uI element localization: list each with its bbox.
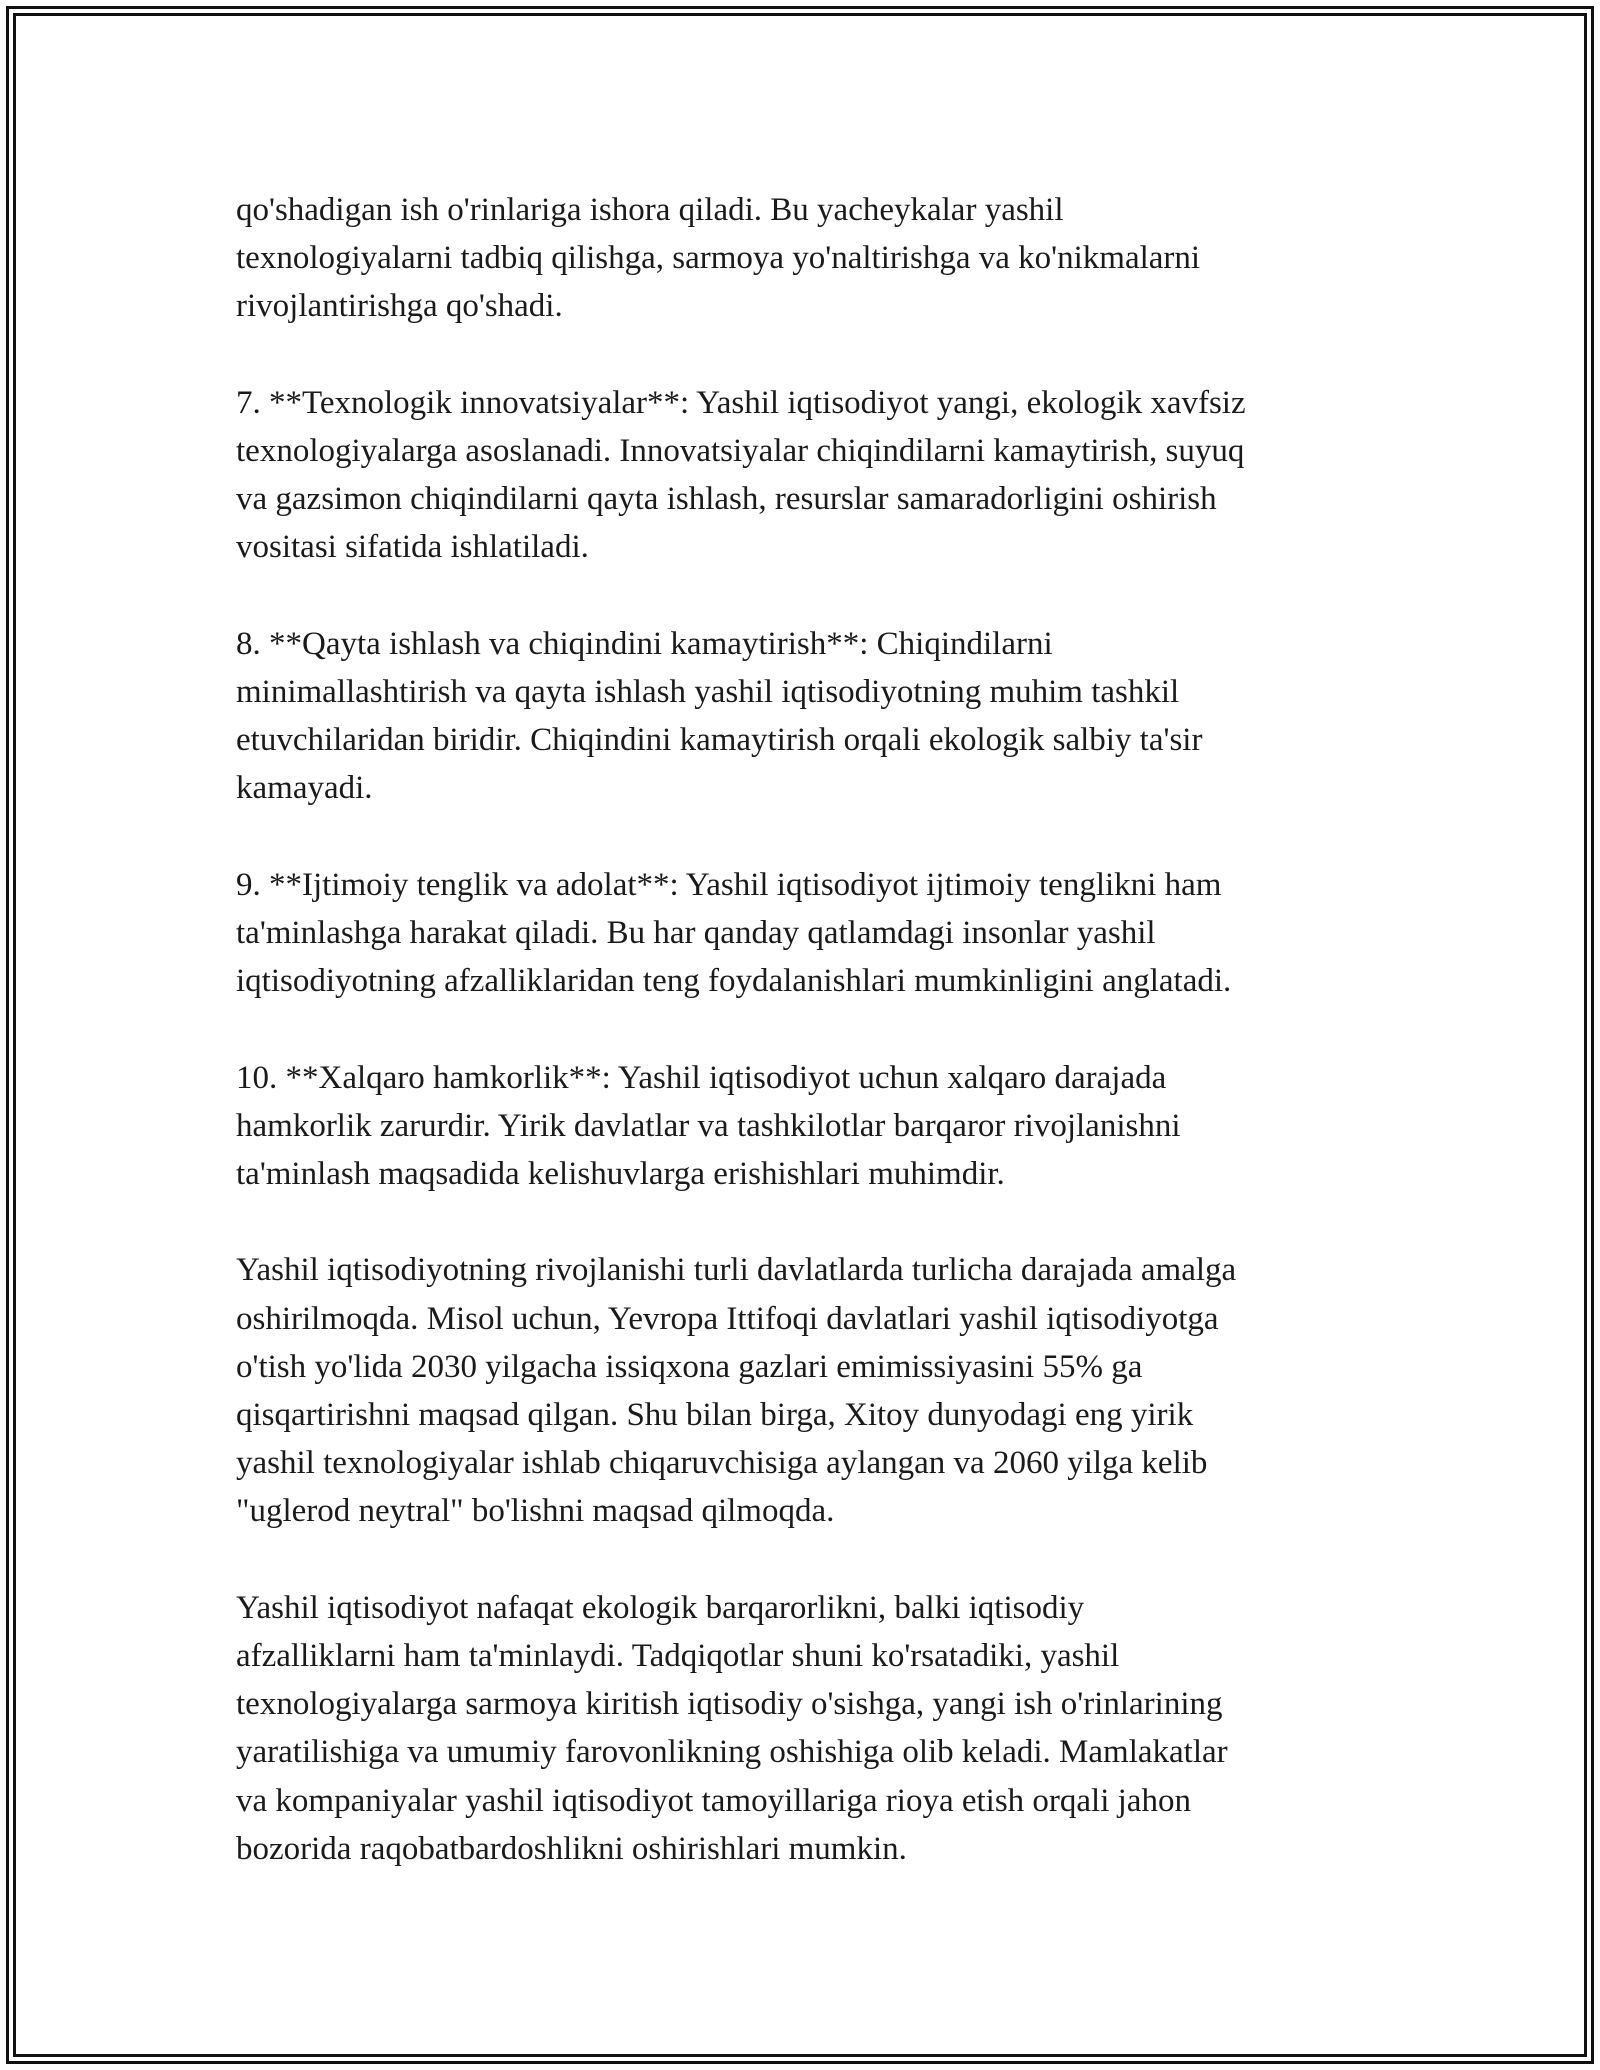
text-line: va gazsimon chiqindilarni qayta ishlash, resurslar samaradorligini oshirish xyxy=(236,481,1217,518)
text-line: etuvchilaridan biridir. Chiqindini kamaytirish orqali ekologik salbiy ta'sir xyxy=(236,722,1203,759)
text-line: 7. **Texnologik innovatsiyalar**: Yashil iqtisodiyot yangi, ekologik xavfsiz xyxy=(236,384,1246,421)
text-line: minimallashtirish va qayta ishlash yashil iqtisodiyotning muhim tashkil xyxy=(236,674,1180,710)
text-line: vositasi sifatida ishlatiladi. xyxy=(236,529,589,566)
text-line: Yashil iqtisodiyot nafaqat ekologik barqarorlikni, balki iqtisodiy xyxy=(236,1589,1085,1626)
text-line: "uglerod neytral" bo'lishni maqsad qilmoqda. xyxy=(236,1493,835,1530)
text-line: oshirilmoqda. Misol uchun, Yevropa Ittifoqi davlatlari yashil iqtisodiyotga xyxy=(236,1300,1219,1337)
paragraph-item-8 xyxy=(236,620,1386,813)
paragraph-item-10 xyxy=(236,1054,1386,1199)
text-line: yashil texnologiyalar ishlab chiqaruvchisiga aylangan va 2060 yilga kelib xyxy=(236,1445,1208,1482)
paragraph-intro-continuation xyxy=(236,186,1386,331)
text-line: kamayadi. xyxy=(236,770,373,807)
text-line: ta'minlashga harakat qiladi. Bu har qanday qatlamdagi insonlar yashil xyxy=(236,915,1156,951)
paragraph-conclusion xyxy=(236,1584,1386,1873)
text-line: rivojlantirishga qo'shadi. xyxy=(236,288,563,325)
text-line: Yashil iqtisodiyotning rivojlanishi turli davlatlarda turlicha darajada amalga xyxy=(236,1252,1237,1289)
paragraph-item-9 xyxy=(236,861,1386,1006)
document-body xyxy=(236,186,1386,1921)
text-line: afzalliklarni ham ta'minlaydi. Tadqiqotlar shuni ko'rsatadiki, yashil xyxy=(236,1638,1120,1674)
text-line: qisqartirishni maqsad qilgan. Shu bilan birga, Xitoy dunyodagi eng yirik xyxy=(236,1397,1194,1433)
paragraph-item-7 xyxy=(236,379,1386,572)
text-line: texnologiyalarga asoslanadi. Innovatsiyalar chiqindilarni kamaytirish, suyuq xyxy=(236,433,1245,469)
text-line: qo'shadigan ish o'rinlariga ishora qiladi. Bu yacheykalar yashil xyxy=(236,192,1064,228)
text-line: o'tish yo'lida 2030 yilgacha issiqxona gazlari emimissiyasini 55% ga xyxy=(236,1348,1143,1385)
text-line: 9. **Ijtimoiy tenglik va adolat**: Yashil iqtisodiyot ijtimoiy tenglikni ham xyxy=(236,866,1222,903)
text-line: ta'minlash maqsadida kelishuvlarga erishishlari muhimdir. xyxy=(236,1156,1005,1192)
text-line: texnologiyalarga sarmoya kiritish iqtisodiy o'sishga, yangi ish o'rinlarining xyxy=(236,1686,1223,1723)
paragraph-development xyxy=(236,1246,1386,1535)
text-line: texnologiyalarni tadbiq qilishga, sarmoya yo'naltirishga va ko'nikmalarni xyxy=(236,240,1201,277)
text-line: 10. **Xalqaro hamkorlik**: Yashil iqtisodiyot uchun xalqaro darajada xyxy=(236,1059,1167,1096)
text-line: hamkorlik zarurdir. Yirik davlatlar va tashkilotlar barqaror rivojlanishni xyxy=(236,1107,1181,1144)
text-line: 8. **Qayta ishlash va chiqindini kamaytirish**: Chiqindilarni xyxy=(236,625,1053,662)
text-line: bozorida raqobatbardoshlikni oshirishlari mumkin. xyxy=(236,1830,907,1867)
text-line: yaratilishiga va umumiy farovonlikning oshishiga olib keladi. Mamlakatlar xyxy=(236,1734,1228,1771)
text-line: va kompaniyalar yashil iqtisodiyot tamoyillariga rioya etish orqali jahon xyxy=(236,1782,1191,1819)
text-line: iqtisodiyotning afzalliklaridan teng foydalanishlari mumkinligini anglatadi. xyxy=(236,963,1232,1000)
